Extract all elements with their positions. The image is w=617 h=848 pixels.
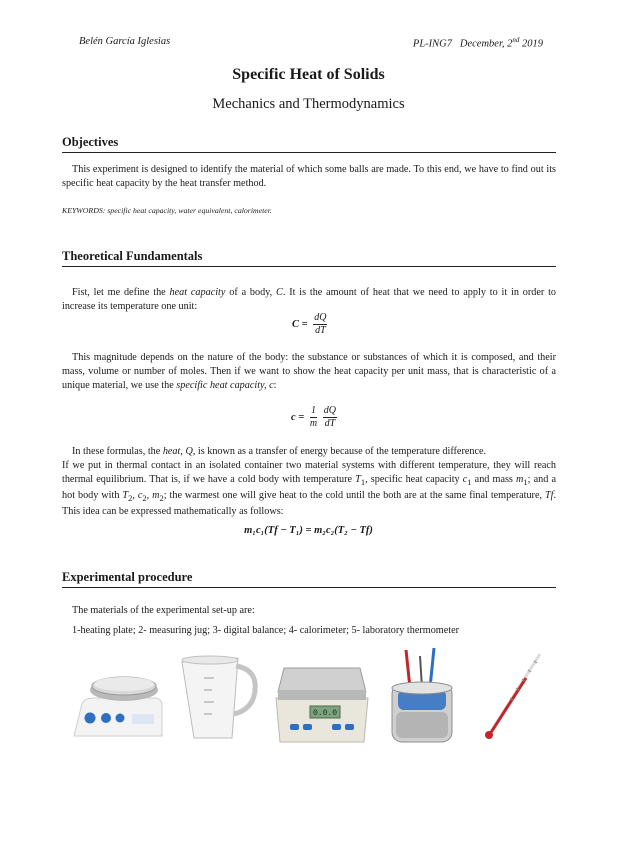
section-procedure-heading: Experimental procedure xyxy=(62,570,556,588)
section-theory-heading: Theoretical Fundamentals xyxy=(62,249,556,267)
heating-plate-image xyxy=(70,648,166,744)
equation-heat-balance: m₁c₁(Tf − T₁) = m₂c₂(T₂ − Tf) xyxy=(244,525,373,536)
equipment-figure xyxy=(62,648,556,748)
section-objectives-heading: Objectives xyxy=(62,135,556,153)
digital-balance-image xyxy=(272,648,372,744)
knob-icon xyxy=(85,713,96,724)
keywords: KEYWORDS: specific heat capacity, water equivalent, calorimeter. xyxy=(62,206,272,215)
header-code-date xyxy=(413,36,543,50)
theory-paragraph-1: Fist, let me define the heat capacity of a body, C. It is the amount of heat that we need to apply to it in order to increase its temperature one unit: xyxy=(62,287,556,312)
theory-paragraph-2: This magnitude depends on the nature of the body: the substance or substances of which it is composed, and their mass, volume or number of moles. Then if we want to show the heat capacity per unit mass, that is characteristic of a unique material, we use the specific heat capacity, c: xyxy=(62,352,556,391)
header-date-prefix: December, 2 xyxy=(459,38,513,50)
theory-paragraph-3: In these formulas, the heat, Q, is known as a transfer of energy because of the temperature difference. xyxy=(72,446,487,457)
measuring-jug-image xyxy=(174,648,266,744)
document-subtitle: Mechanics and Thermodynamics xyxy=(212,96,405,112)
header-date-suffix: 2019 xyxy=(519,38,543,50)
header-code: PL-ING7 xyxy=(412,38,453,50)
theory-paragraph-4: If we put in thermal contact in an isolated container two material systems with different temperature, they will reach thermal equilibrium. That is, if we have a cold body with temperature $T_1$, specific heat capacity $c_1$ and mass $m_1$; and a hot body with $T_2$, $c_2$, $m_2$; the warmest one will give heat to the cold until the both are at the same final temperature, Tf. This idea can be expressed mathematically as follows: xyxy=(62,460,557,518)
procedure-intro: The materials of the experimental set-up are: xyxy=(72,605,255,616)
document-title: Specific Heat of Solids xyxy=(232,66,385,83)
header-author: Belén García Iglesias xyxy=(79,36,171,47)
procedure-materials-list: 1-heating plate; 2- measuring jug; 3- digital balance; 4- calorimeter; 5- laboratory thermometer xyxy=(72,625,459,636)
laboratory-thermometer-image xyxy=(480,648,550,744)
header-date-sup: nd xyxy=(512,36,520,44)
equation-specific-heat: c = $\frac{1}{m}$ $\frac{dQ}{dT}$ xyxy=(291,405,336,429)
equation-heat-capacity: C = $\frac{dQ}{dT}$ xyxy=(292,312,327,336)
balance-display-text: 0.0.0 xyxy=(312,709,338,718)
calorimeter-image xyxy=(380,648,464,748)
objectives-text: This experiment is designed to identify the material of which some balls are made. To this end, we have to find out its specific heat capacity by the heat transfer method. xyxy=(62,164,556,189)
